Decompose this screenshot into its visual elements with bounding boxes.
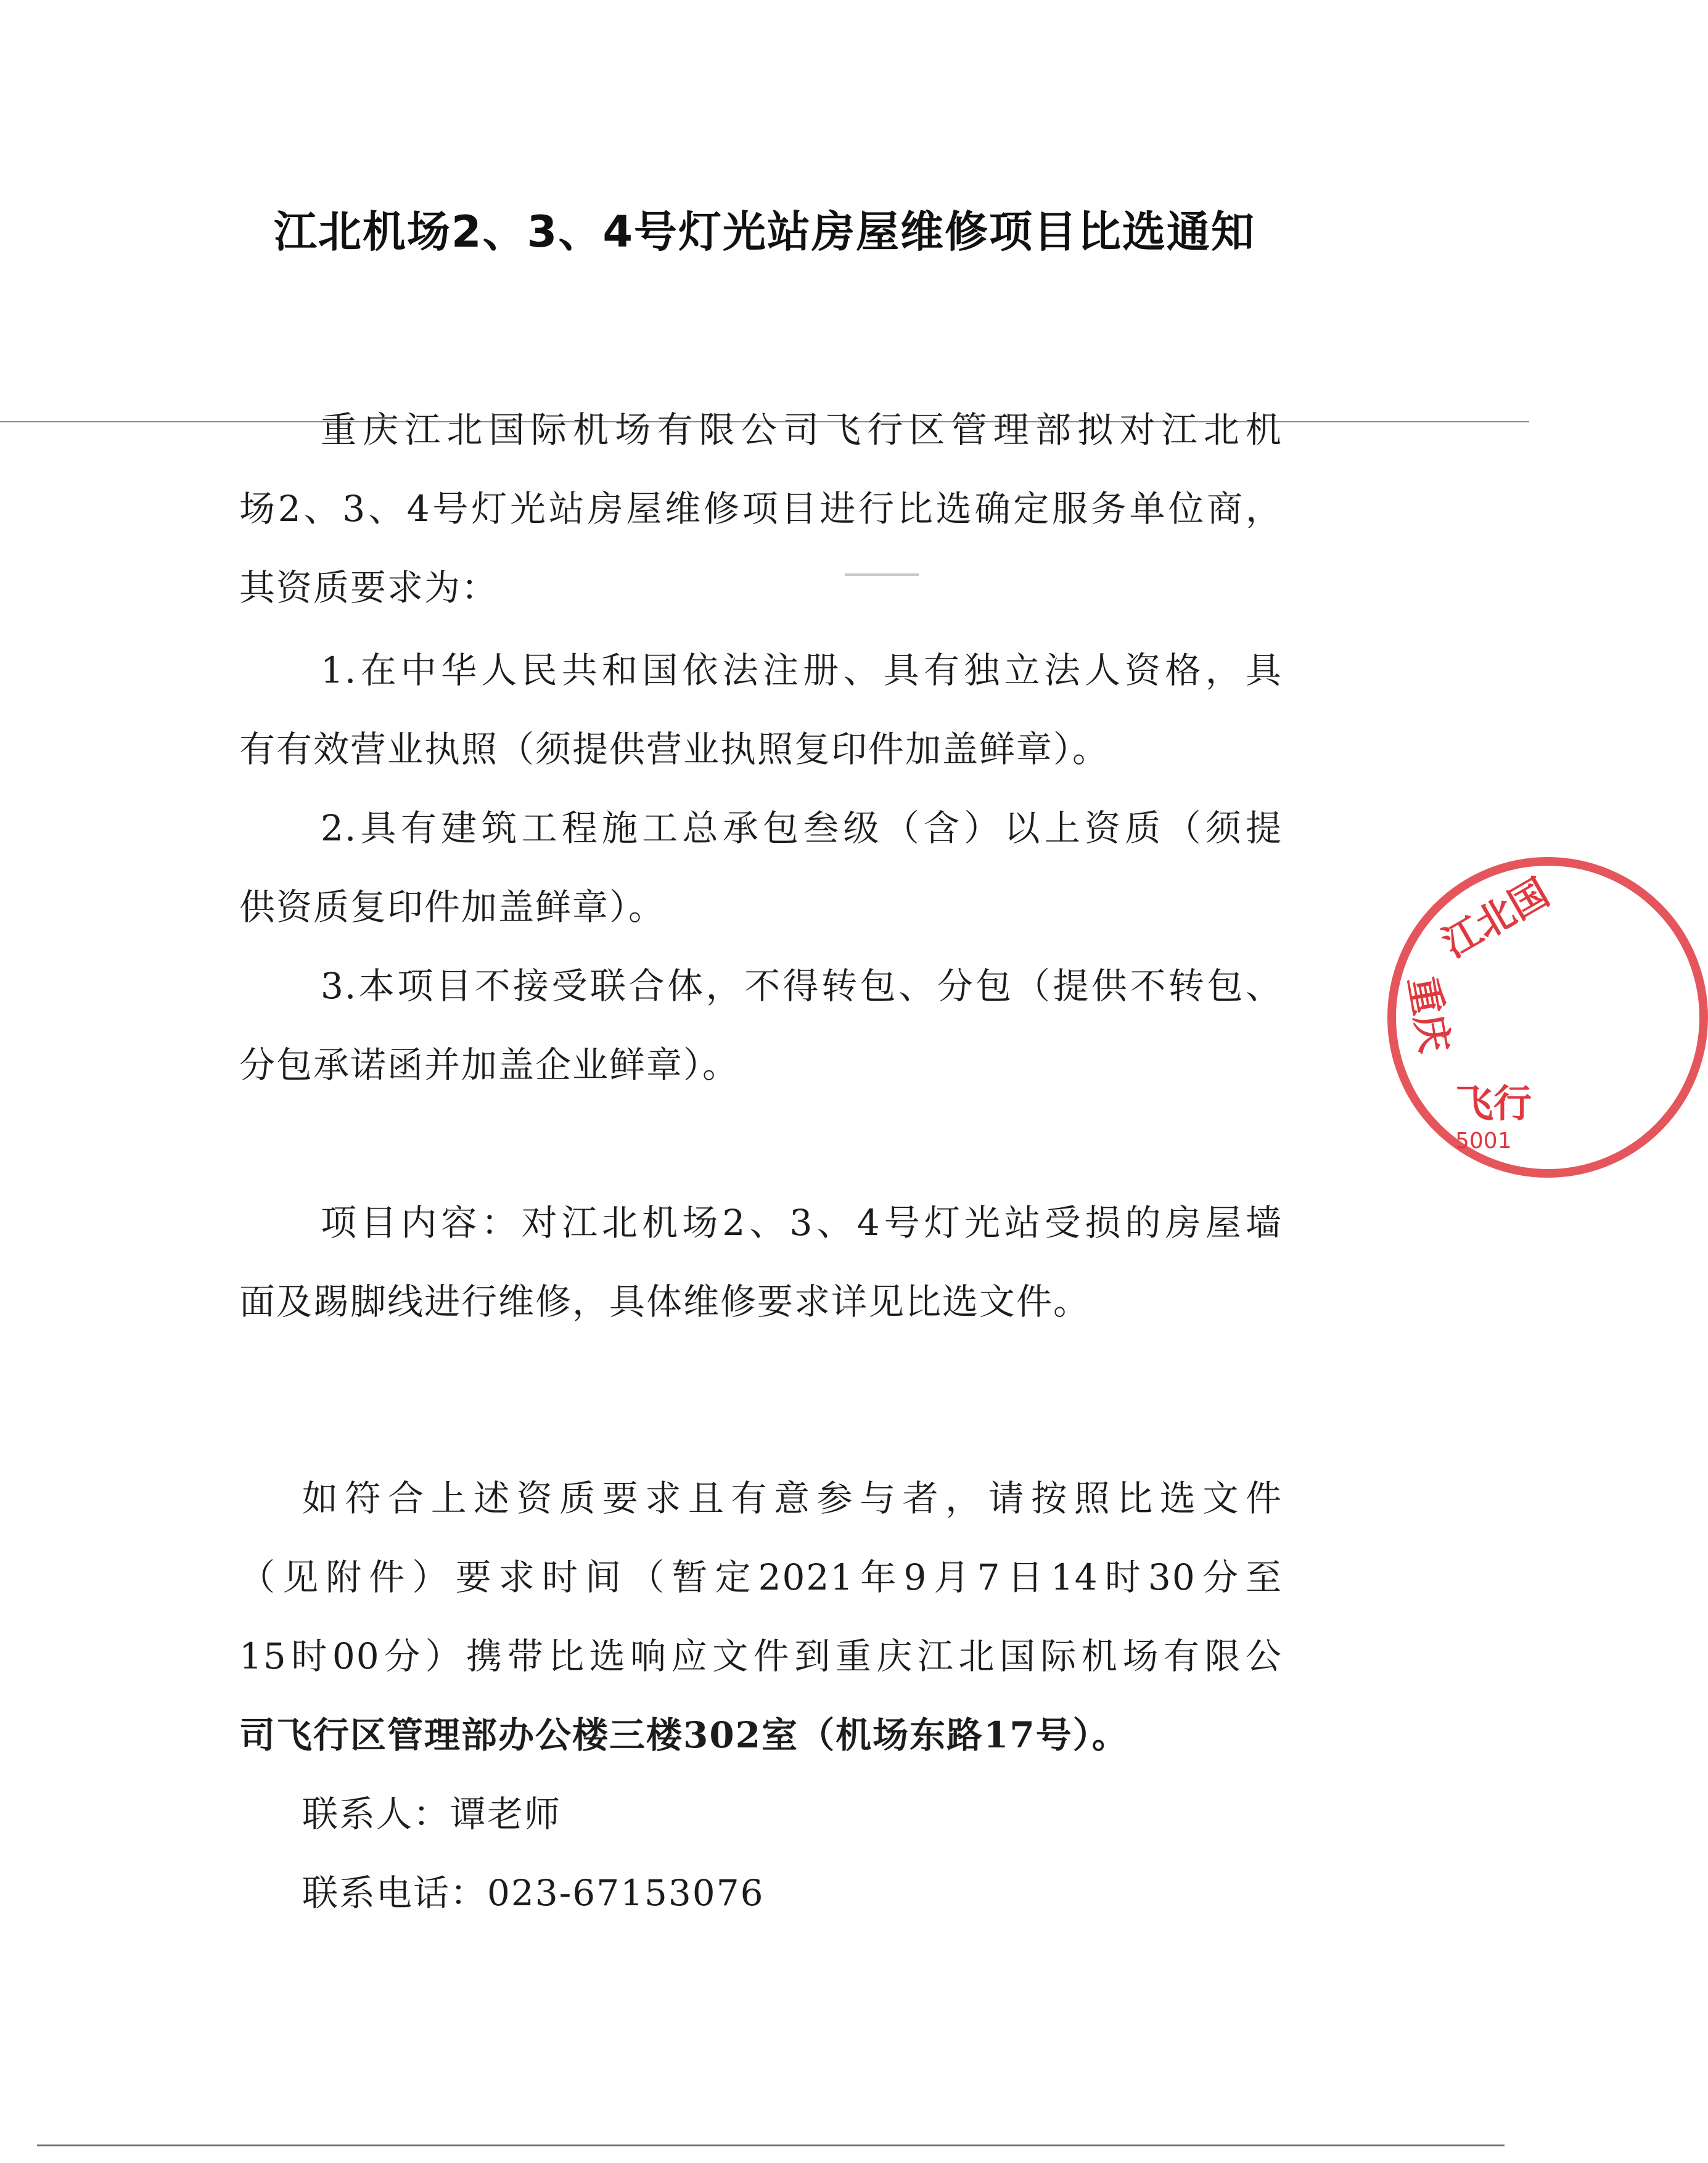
contact-phone: 联系电话：023-67153076 [302,1872,765,1914]
participation-line-2: （见附件）要求时间（暂定2021年9月7日14时30分至 [239,1556,1283,1598]
intro-line-3: 其资质要求为： [239,567,499,609]
requirement-2-line-2: 供资质复印件加盖鲜章）。 [239,886,666,928]
scan-speck [845,573,919,576]
contact-person: 联系人：谭老师 [302,1793,562,1835]
participation-line-4: 司飞行区管理部办公楼三楼302室（机场东路17号）。 [239,1714,1129,1756]
scan-line-bottom [37,2145,1505,2146]
seal-number: 5001 [1455,1128,1512,1154]
seal-text-bottom: 飞行 [1455,1081,1532,1126]
intro-line-2: 场2、3、4号灯光站房屋维修项目进行比选确定服务单位商， [239,488,1283,530]
seal-text-top: 江北国 [1434,869,1557,966]
requirement-3-line-2: 分包承诺函并加盖企业鲜章）。 [239,1044,740,1086]
seal-text-left: 重庆 [1400,972,1458,1056]
participation-line-1: 如符合上述资质要求且有意参与者，请按照比选文件 [302,1477,1283,1519]
requirement-3-line-1: 3.本项目不接受联合体，不得转包、分包（提供不转包、 [321,965,1283,1007]
participation-line-3: 15时00分）携带比选响应文件到重庆江北国际机场有限公 [239,1635,1283,1677]
requirement-1-line-1: 1.在中华人民共和国依法注册、具有独立法人资格，具 [321,649,1283,691]
document-title: 江北机场2、3、4号灯光站房屋维修项目比选通知 [273,207,1256,257]
content-line-1: 项目内容：对江北机场2、3、4号灯光站受损的房屋墙 [321,1202,1283,1244]
requirement-2-line-1: 2.具有建筑工程施工总承包叁级（含）以上资质（须提 [321,807,1283,849]
requirement-1-line-2: 有有效营业执照（须提供营业执照复印件加盖鲜章）。 [239,728,1110,770]
content-line-2: 面及踢脚线进行维修，具体维修要求详见比选文件。 [239,1281,1091,1323]
intro-line-1: 重庆江北国际机场有限公司飞行区管理部拟对江北机 [321,409,1283,451]
